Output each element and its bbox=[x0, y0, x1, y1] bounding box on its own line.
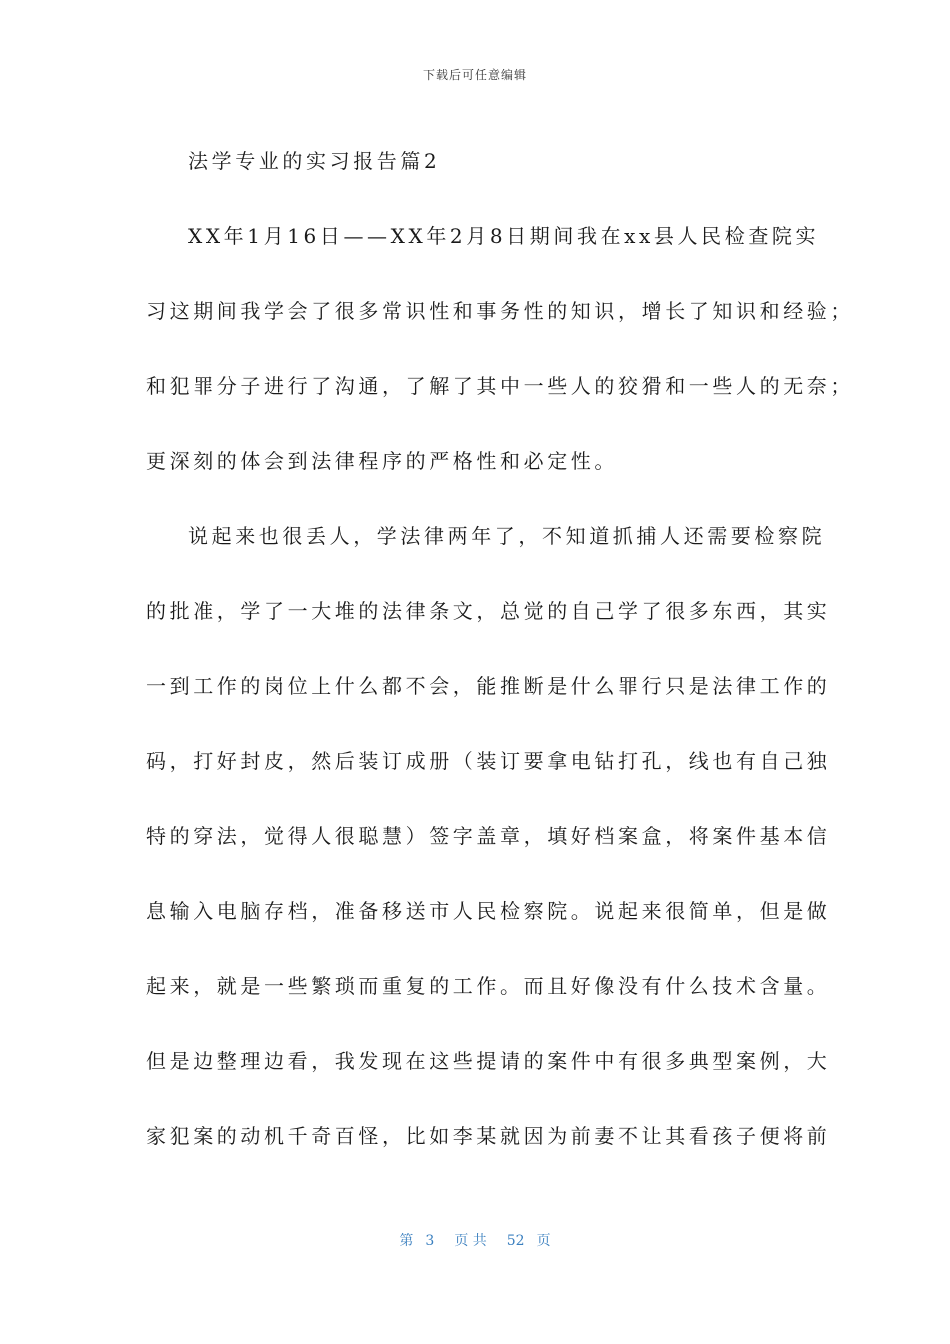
paragraph-line: 更深刻的体会到法律程序的严格性和必定性。 bbox=[146, 449, 618, 473]
current-page-number: 3 bbox=[425, 1233, 435, 1249]
paragraph-line: 说起来也很丢人，学法律两年了，不知道抓捕人还需要检察院 bbox=[188, 524, 826, 548]
footer-suffix: 页 bbox=[536, 1233, 551, 1249]
total-page-count: 52 bbox=[506, 1233, 525, 1249]
paragraph-line: 的批准，学了一大堆的法律条文，总觉的自己学了很多东西，其实 bbox=[146, 599, 831, 623]
paragraph-line: 码，打好封皮，然后装订成册（装订要拿电钻打孔，线也有自己独 bbox=[146, 749, 831, 773]
footer-prefix: 第 bbox=[399, 1233, 414, 1249]
paragraph-line: 息输入电脑存档，准备移送市人民检察院。说起来很简单，但是做 bbox=[146, 899, 831, 923]
paragraph-line: 和犯罪分子进行了沟通，了解了其中一些人的狡猾和一些人的无奈； bbox=[146, 374, 854, 398]
paragraph-line: XX年1月16日——XX年2月8日期间我在xx县人民检查院实 bbox=[188, 224, 820, 248]
page-footer bbox=[0, 1230, 950, 1250]
document-body bbox=[146, 124, 854, 1174]
paragraph-line: 家犯案的动机千奇百怪，比如李某就因为前妻不让其看孩子便将前 bbox=[146, 1124, 831, 1148]
paragraph-line: 但是边整理边看，我发现在这些提请的案件中有很多典型案例，大 bbox=[146, 1049, 831, 1073]
paragraph-line: 习这期间我学会了很多常识性和事务性的知识，增长了知识和经验； bbox=[146, 299, 854, 323]
section-title: 法学专业的实习报告篇2 bbox=[188, 149, 441, 173]
header-note: 下载后可任意编辑 bbox=[422, 68, 527, 82]
paragraph-line: 起来，就是一些繁琐而重复的工作。而且好像没有什么技术含量。 bbox=[146, 974, 831, 998]
paragraph-line: 特的穿法，觉得人很聪慧）签字盖章，填好档案盒，将案件基本信 bbox=[146, 824, 831, 848]
footer-mid: 页 共 bbox=[454, 1233, 487, 1249]
paragraph-line: 一到工作的岗位上什么都不会，能推断是什么罪行只是法律工作的 bbox=[146, 674, 831, 698]
